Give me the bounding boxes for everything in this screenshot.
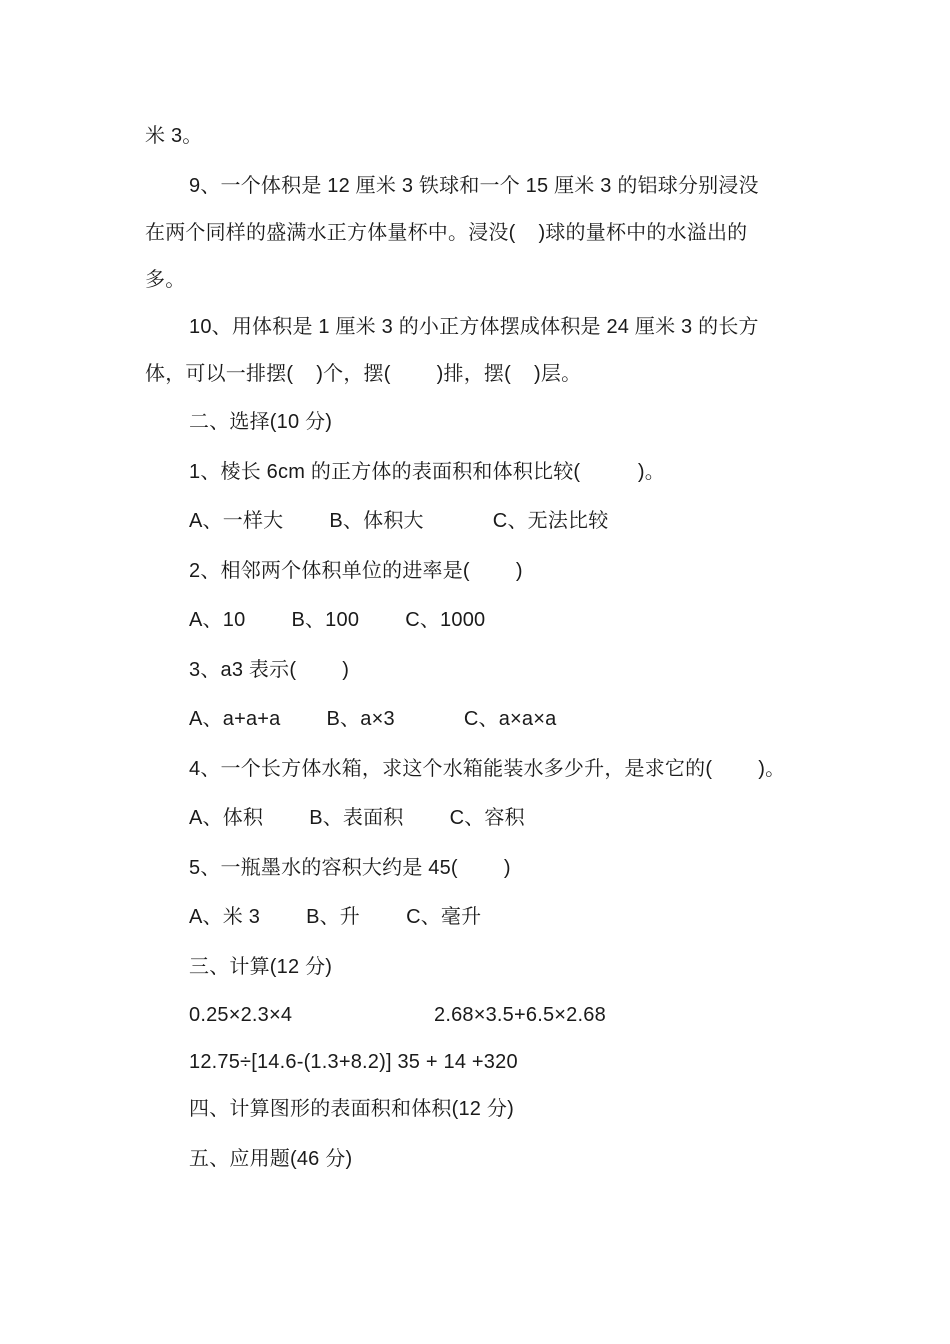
choice-question-5: 5、一瓶墨水的容积大约是 45( ) (189, 857, 511, 879)
choice-options-5: A、米 3 B、升 C、毫升 (189, 906, 482, 928)
choice-options-2: A、10 B、100 C、1000 (189, 609, 486, 631)
calc-expression-2: 2.68×3.5+6.5×2.68 (434, 1004, 606, 1026)
question-9-line-1: 9、一个体积是 12 厘米 3 铁球和一个 15 厘米 3 的铝球分别浸没 (189, 175, 759, 197)
choice-question-2: 2、相邻两个体积单位的进率是( ) (189, 560, 523, 582)
choice-question-3: 3、a3 表示( ) (189, 659, 350, 681)
section-2-heading: 二、选择(10 分) (189, 411, 333, 433)
section-4-heading: 四、计算图形的表面积和体积(12 分) (189, 1098, 514, 1120)
text-line-unit-cont: 米 3。 (145, 125, 203, 147)
question-9-line-2: 在两个同样的盛满水正方体量杯中。浸没( )球的量杯中的水溢出的 (145, 222, 748, 244)
question-10-line-2: 体，可以一排摆( )个，摆( )排，摆( )层。 (145, 363, 582, 385)
choice-options-4: A、体积 B、表面积 C、容积 (189, 807, 525, 829)
calc-expression-3: 12.75÷[14.6-(1.3+8.2)] 35 + 14 +320 (189, 1051, 518, 1073)
question-10-line-1: 10、用体积是 1 厘米 3 的小正方体摆成体积是 24 厘米 3 的长方 (189, 316, 759, 338)
section-3-heading: 三、计算(12 分) (189, 956, 333, 978)
choice-options-3: A、a+a+a B、a×3 C、a×a×a (189, 708, 557, 730)
choice-question-4: 4、一个长方体水箱，求这个水箱能装水多少升，是求它的( )。 (189, 758, 786, 780)
calc-expression-1: 0.25×2.3×4 (189, 1004, 293, 1026)
section-5-heading: 五、应用题(46 分) (189, 1148, 353, 1170)
question-9-line-3: 多。 (145, 269, 186, 291)
choice-question-1: 1、棱长 6cm 的正方体的表面积和体积比较( )。 (189, 461, 665, 483)
choice-options-1: A、一样大 B、体积大 C、无法比较 (189, 510, 609, 532)
